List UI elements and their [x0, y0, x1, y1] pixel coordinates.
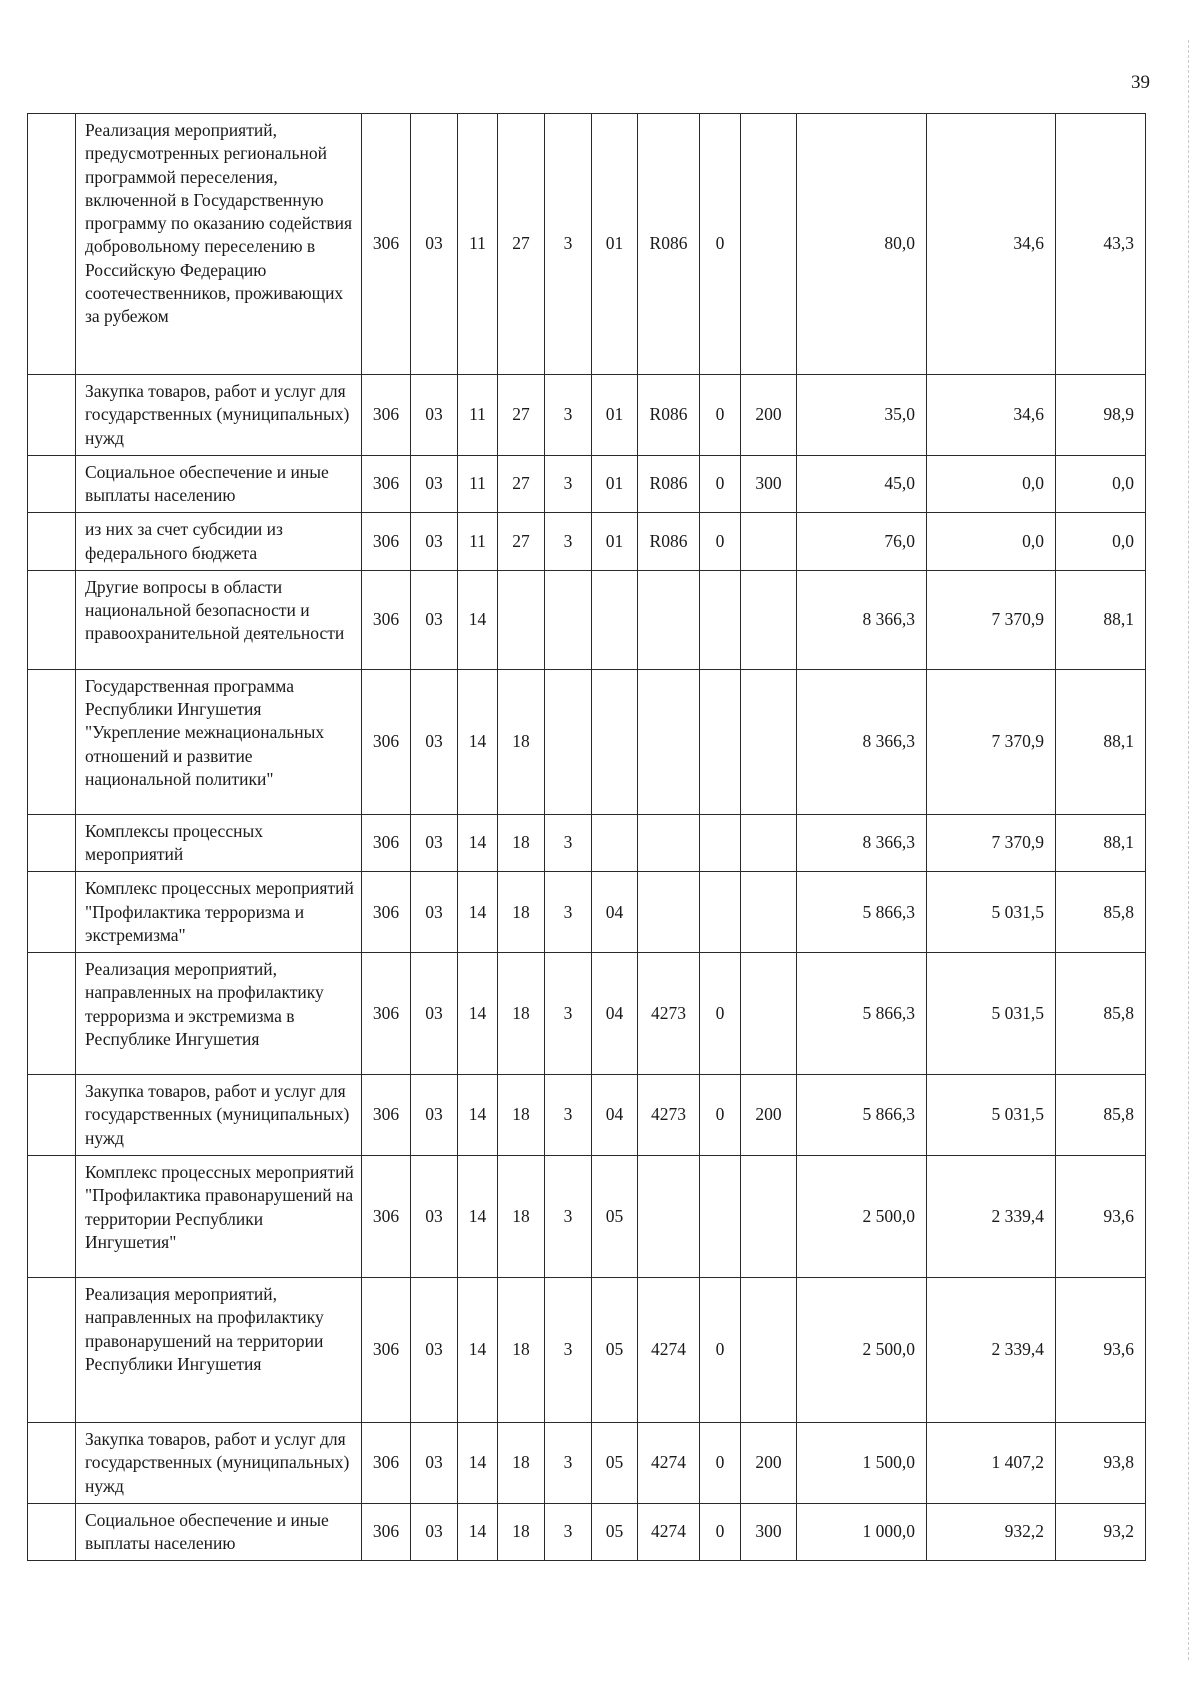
cell-program: 27 — [498, 114, 545, 375]
cell-planned: 8 366,3 — [797, 570, 927, 669]
cell-direction — [638, 1155, 700, 1277]
cell-planned: 2 500,0 — [797, 1277, 927, 1422]
cell-percent: 0,0 — [1056, 513, 1146, 571]
cell-sub-direction — [700, 872, 741, 953]
cell-program-type: 3 — [545, 1277, 592, 1422]
cell-program-type: 3 — [545, 1075, 592, 1156]
cell-name: Социальное обеспечение и иные выплаты населению — [76, 455, 362, 513]
cell-grbs: 306 — [362, 1503, 411, 1561]
cell-planned: 35,0 — [797, 375, 927, 456]
cell-program: 18 — [498, 814, 545, 872]
table-row — [28, 1422, 1146, 1503]
cell-main-activity — [592, 814, 638, 872]
cell-program-type: 3 — [545, 114, 592, 375]
cell-program: 27 — [498, 455, 545, 513]
cell-sub-direction: 0 — [700, 455, 741, 513]
cell-expense-type — [741, 953, 797, 1075]
cell-executed: 932,2 — [927, 1503, 1056, 1561]
cell-expense-type: 200 — [741, 1422, 797, 1503]
cell-program-type — [545, 570, 592, 669]
cell-grbs: 306 — [362, 953, 411, 1075]
cell-index — [28, 814, 76, 872]
cell-planned: 76,0 — [797, 513, 927, 571]
table-body — [28, 114, 1146, 1561]
cell-sub-direction — [700, 1155, 741, 1277]
cell-percent: 88,1 — [1056, 570, 1146, 669]
cell-index — [28, 1503, 76, 1561]
cell-percent: 93,8 — [1056, 1422, 1146, 1503]
cell-percent: 98,9 — [1056, 375, 1146, 456]
cell-grbs: 306 — [362, 570, 411, 669]
cell-expense-type — [741, 669, 797, 814]
cell-percent: 85,8 — [1056, 872, 1146, 953]
cell-executed: 2 339,4 — [927, 1155, 1056, 1277]
cell-section: 03 — [411, 1155, 458, 1277]
cell-program: 18 — [498, 1277, 545, 1422]
cell-executed: 0,0 — [927, 455, 1056, 513]
cell-sub-direction — [700, 570, 741, 669]
cell-index — [28, 1075, 76, 1156]
cell-name: Закупка товаров, работ и услуг для государственных (муниципальных) нужд — [76, 1075, 362, 1156]
cell-index — [28, 953, 76, 1075]
cell-grbs: 306 — [362, 1075, 411, 1156]
cell-index — [28, 375, 76, 456]
cell-name: Государственная программа Республики Ингушетия "Укрепление межнациональных отношений и развитие национальной политики" — [76, 669, 362, 814]
cell-subsection: 14 — [458, 953, 498, 1075]
cell-sub-direction — [700, 814, 741, 872]
cell-section: 03 — [411, 1503, 458, 1561]
cell-executed: 2 339,4 — [927, 1277, 1056, 1422]
cell-grbs: 306 — [362, 814, 411, 872]
cell-program-type — [545, 669, 592, 814]
cell-direction — [638, 669, 700, 814]
cell-sub-direction: 0 — [700, 513, 741, 571]
cell-planned: 5 866,3 — [797, 1075, 927, 1156]
cell-direction: 4273 — [638, 1075, 700, 1156]
cell-direction: 4273 — [638, 953, 700, 1075]
cell-program-type: 3 — [545, 455, 592, 513]
cell-index — [28, 669, 76, 814]
cell-index — [28, 114, 76, 375]
cell-section: 03 — [411, 1277, 458, 1422]
cell-program-type: 3 — [545, 872, 592, 953]
cell-program-type: 3 — [545, 1503, 592, 1561]
cell-section: 03 — [411, 872, 458, 953]
cell-expense-type — [741, 814, 797, 872]
cell-main-activity — [592, 669, 638, 814]
cell-program-type: 3 — [545, 513, 592, 571]
cell-grbs: 306 — [362, 455, 411, 513]
cell-name: Закупка товаров, работ и услуг для государственных (муниципальных) нужд — [76, 375, 362, 456]
cell-program — [498, 570, 545, 669]
cell-name: Комплекс процессных мероприятий "Профилактика правонарушений на территории Республики Ингушетия" — [76, 1155, 362, 1277]
cell-planned: 8 366,3 — [797, 814, 927, 872]
cell-sub-direction: 0 — [700, 1075, 741, 1156]
cell-subsection: 14 — [458, 1503, 498, 1561]
cell-executed: 5 031,5 — [927, 953, 1056, 1075]
cell-main-activity: 01 — [592, 375, 638, 456]
cell-expense-type — [741, 872, 797, 953]
cell-subsection: 14 — [458, 872, 498, 953]
cell-expense-type — [741, 114, 797, 375]
cell-expense-type: 300 — [741, 1503, 797, 1561]
table-row — [28, 872, 1146, 953]
cell-direction: 4274 — [638, 1422, 700, 1503]
cell-name: Реализация мероприятий, предусмотренных региональной программой переселения, включенной в Государственную программу по оказанию содействия добровольному переселению в Российскую Федерацию соотечественников, проживающих за рубежом — [76, 114, 362, 375]
cell-section: 03 — [411, 513, 458, 571]
cell-grbs: 306 — [362, 1422, 411, 1503]
cell-main-activity — [592, 570, 638, 669]
cell-executed: 7 370,9 — [927, 570, 1056, 669]
cell-main-activity: 05 — [592, 1155, 638, 1277]
cell-direction — [638, 570, 700, 669]
cell-planned: 1 000,0 — [797, 1503, 927, 1561]
cell-subsection: 14 — [458, 1422, 498, 1503]
cell-program: 27 — [498, 513, 545, 571]
cell-program-type: 3 — [545, 375, 592, 456]
cell-planned: 80,0 — [797, 114, 927, 375]
cell-direction: 4274 — [638, 1503, 700, 1561]
cell-program-type: 3 — [545, 814, 592, 872]
cell-expense-type: 300 — [741, 455, 797, 513]
cell-main-activity: 04 — [592, 1075, 638, 1156]
cell-executed: 7 370,9 — [927, 814, 1056, 872]
cell-planned: 2 500,0 — [797, 1155, 927, 1277]
cell-planned: 5 866,3 — [797, 953, 927, 1075]
cell-direction — [638, 872, 700, 953]
cell-name: Реализация мероприятий, направленных на профилактику терроризма и экстремизма в Республике Ингушетия — [76, 953, 362, 1075]
cell-index — [28, 1155, 76, 1277]
cell-index — [28, 513, 76, 571]
cell-index — [28, 1422, 76, 1503]
cell-executed: 5 031,5 — [927, 1075, 1056, 1156]
cell-sub-direction: 0 — [700, 1277, 741, 1422]
cell-sub-direction — [700, 669, 741, 814]
cell-section: 03 — [411, 953, 458, 1075]
cell-sub-direction: 0 — [700, 375, 741, 456]
cell-planned: 8 366,3 — [797, 669, 927, 814]
cell-main-activity: 04 — [592, 953, 638, 1075]
cell-executed: 34,6 — [927, 114, 1056, 375]
cell-name: Закупка товаров, работ и услуг для государственных (муниципальных) нужд — [76, 1422, 362, 1503]
cell-grbs: 306 — [362, 1155, 411, 1277]
cell-name: Социальное обеспечение и иные выплаты населению — [76, 1503, 362, 1561]
cell-grbs: 306 — [362, 669, 411, 814]
cell-sub-direction: 0 — [700, 1503, 741, 1561]
cell-subsection: 11 — [458, 513, 498, 571]
table-row — [28, 1277, 1146, 1422]
cell-expense-type: 200 — [741, 1075, 797, 1156]
cell-name: Реализация мероприятий, направленных на профилактику правонарушений на территории Республики Ингушетия — [76, 1277, 362, 1422]
cell-expense-type: 200 — [741, 375, 797, 456]
cell-grbs: 306 — [362, 375, 411, 456]
cell-percent: 93,2 — [1056, 1503, 1146, 1561]
cell-main-activity: 05 — [592, 1422, 638, 1503]
cell-executed: 7 370,9 — [927, 669, 1056, 814]
table-row — [28, 513, 1146, 571]
cell-direction: R086 — [638, 114, 700, 375]
cell-section: 03 — [411, 669, 458, 814]
cell-expense-type — [741, 513, 797, 571]
cell-grbs: 306 — [362, 114, 411, 375]
cell-sub-direction: 0 — [700, 953, 741, 1075]
cell-sub-direction: 0 — [700, 114, 741, 375]
cell-program: 18 — [498, 1155, 545, 1277]
cell-percent: 43,3 — [1056, 114, 1146, 375]
cell-main-activity: 01 — [592, 455, 638, 513]
table-row — [28, 455, 1146, 513]
cell-direction: 4274 — [638, 1277, 700, 1422]
cell-section: 03 — [411, 455, 458, 513]
cell-name: из них за счет субсидии из федерального бюджета — [76, 513, 362, 571]
cell-section: 03 — [411, 114, 458, 375]
budget-table — [27, 113, 1146, 1561]
cell-main-activity: 01 — [592, 114, 638, 375]
cell-index — [28, 872, 76, 953]
cell-subsection: 14 — [458, 669, 498, 814]
cell-percent: 93,6 — [1056, 1155, 1146, 1277]
cell-section: 03 — [411, 375, 458, 456]
cell-expense-type — [741, 1155, 797, 1277]
cell-subsection: 11 — [458, 375, 498, 456]
cell-section: 03 — [411, 1422, 458, 1503]
table-row — [28, 1075, 1146, 1156]
cell-sub-direction: 0 — [700, 1422, 741, 1503]
cell-program: 27 — [498, 375, 545, 456]
cell-subsection: 14 — [458, 570, 498, 669]
cell-direction — [638, 814, 700, 872]
cell-grbs: 306 — [362, 872, 411, 953]
cell-program: 18 — [498, 872, 545, 953]
cell-program-type: 3 — [545, 1422, 592, 1503]
scan-edge — [1188, 40, 1189, 1660]
cell-program: 18 — [498, 1075, 545, 1156]
cell-index — [28, 570, 76, 669]
cell-percent: 85,8 — [1056, 1075, 1146, 1156]
cell-program: 18 — [498, 953, 545, 1075]
table-row — [28, 114, 1146, 375]
cell-program-type: 3 — [545, 1155, 592, 1277]
table-row — [28, 953, 1146, 1075]
cell-subsection: 14 — [458, 1075, 498, 1156]
cell-direction: R086 — [638, 375, 700, 456]
cell-main-activity: 05 — [592, 1277, 638, 1422]
cell-program-type: 3 — [545, 953, 592, 1075]
cell-executed: 5 031,5 — [927, 872, 1056, 953]
cell-subsection: 11 — [458, 455, 498, 513]
cell-main-activity: 05 — [592, 1503, 638, 1561]
table-row — [28, 375, 1146, 456]
cell-planned: 45,0 — [797, 455, 927, 513]
table-row — [28, 1155, 1146, 1277]
cell-planned: 5 866,3 — [797, 872, 927, 953]
cell-section: 03 — [411, 570, 458, 669]
cell-direction: R086 — [638, 513, 700, 571]
table-row — [28, 1503, 1146, 1561]
cell-expense-type — [741, 1277, 797, 1422]
cell-section: 03 — [411, 814, 458, 872]
cell-program: 18 — [498, 1503, 545, 1561]
cell-main-activity: 04 — [592, 872, 638, 953]
cell-subsection: 11 — [458, 114, 498, 375]
cell-executed: 34,6 — [927, 375, 1056, 456]
cell-executed: 0,0 — [927, 513, 1056, 571]
table-row — [28, 570, 1146, 669]
cell-section: 03 — [411, 1075, 458, 1156]
page-number: 39 — [1131, 72, 1150, 93]
table-row — [28, 669, 1146, 814]
cell-program: 18 — [498, 1422, 545, 1503]
cell-name: Комплекс процессных мероприятий "Профилактика терроризма и экстремизма" — [76, 872, 362, 953]
cell-expense-type — [741, 570, 797, 669]
cell-percent: 85,8 — [1056, 953, 1146, 1075]
cell-program: 18 — [498, 669, 545, 814]
cell-index — [28, 455, 76, 513]
table-row — [28, 814, 1146, 872]
cell-percent: 93,6 — [1056, 1277, 1146, 1422]
cell-planned: 1 500,0 — [797, 1422, 927, 1503]
cell-subsection: 14 — [458, 1277, 498, 1422]
cell-name: Комплексы процессных мероприятий — [76, 814, 362, 872]
cell-subsection: 14 — [458, 1155, 498, 1277]
cell-subsection: 14 — [458, 814, 498, 872]
cell-percent: 0,0 — [1056, 455, 1146, 513]
cell-index — [28, 1277, 76, 1422]
cell-name: Другие вопросы в области национальной безопасности и правоохранительной деятельности — [76, 570, 362, 669]
cell-percent: 88,1 — [1056, 669, 1146, 814]
cell-percent: 88,1 — [1056, 814, 1146, 872]
cell-direction: R086 — [638, 455, 700, 513]
cell-grbs: 306 — [362, 1277, 411, 1422]
cell-main-activity: 01 — [592, 513, 638, 571]
cell-grbs: 306 — [362, 513, 411, 571]
cell-executed: 1 407,2 — [927, 1422, 1056, 1503]
